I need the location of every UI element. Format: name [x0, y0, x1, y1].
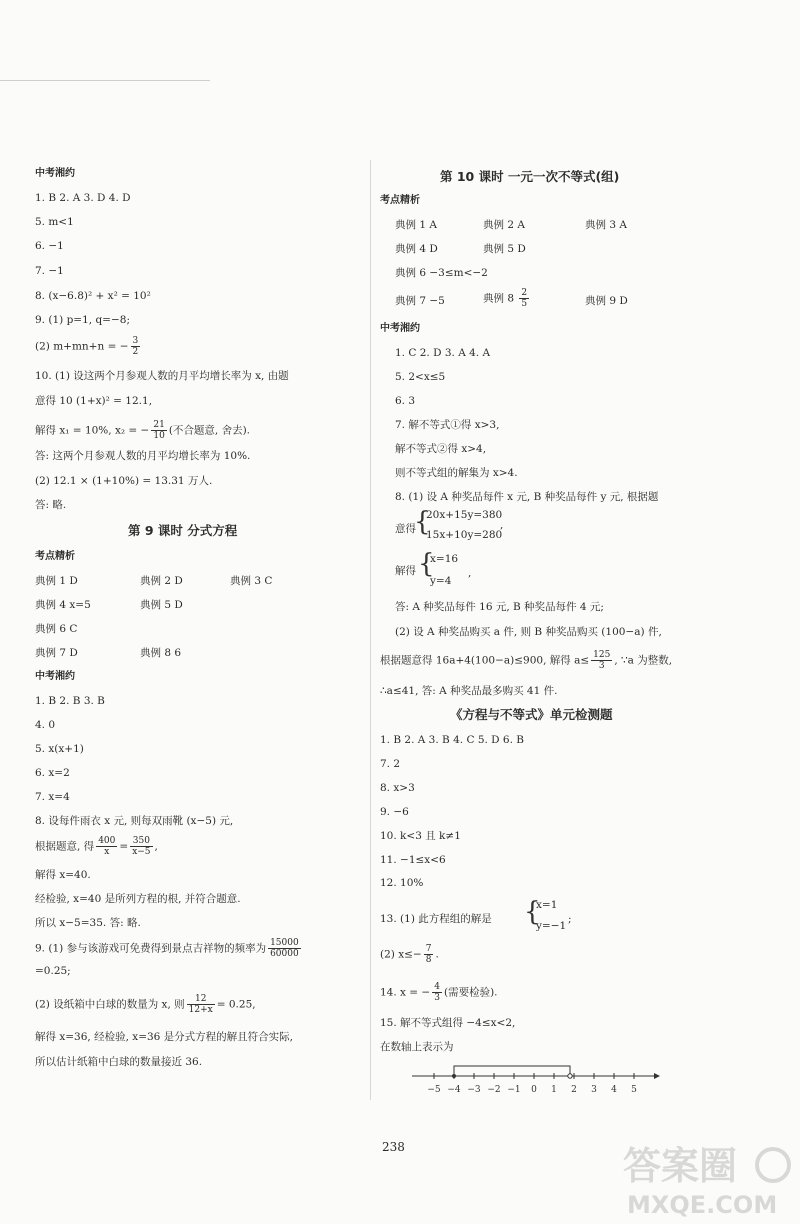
example-answer: 典例 1 A — [395, 219, 437, 231]
answer-line: (2) x≤− $\frac{7}{8}$ . — [380, 944, 439, 965]
answer-line: 7. −1 — [35, 265, 64, 277]
example-answer: 典例 7 D — [35, 647, 78, 659]
section-title-kaodian: 考点精析 — [35, 551, 75, 562]
tick-label: −4 — [447, 1085, 461, 1095]
mxqe-logo-icon — [757, 1149, 789, 1181]
example-answer: 典例 3 C — [230, 575, 273, 587]
equation: y=−1 — [536, 920, 567, 932]
tick-label: 3 — [591, 1085, 597, 1095]
fraction: $\frac{4}{3}$ — [434, 982, 440, 1003]
answer-line: 9. (1) 参与该游戏可免费得到景点吉祥物的频率为 $\frac{15000}{60000}$ — [35, 938, 299, 959]
answer-line: 13. (1) 此方程组的解是 — [380, 913, 492, 925]
answer-line: 经检验, x=40 是所列方程的根, 并符合题意. — [35, 893, 241, 905]
answer-line: 15. 解不等式组得 −4≤x<2, — [380, 1017, 516, 1029]
equation: 20x+15y=380 — [426, 509, 503, 521]
example-answer: 典例 4 D — [395, 243, 438, 255]
answer-line: 在数轴上表示为 — [380, 1041, 454, 1053]
answer-line: 所以估计纸箱中白球的数量接近 36. — [35, 1056, 203, 1068]
example-answer: 典例 9 D — [585, 295, 628, 307]
answer-line: 14. x = − $\frac{4}{3}$ (需要检验). — [380, 982, 498, 1003]
tick-label: −2 — [487, 1085, 501, 1095]
example-answer: 典例 3 A — [585, 219, 627, 231]
tick-label: 5 — [631, 1085, 637, 1095]
watermark-text: MXQE.COM — [627, 1191, 778, 1219]
answer-line: 1. B 2. B 3. B — [35, 695, 105, 707]
answer-line: 6. 3 — [395, 395, 416, 407]
top-rule — [0, 80, 210, 81]
watermark — [615, 1135, 795, 1220]
example-answer: 典例 5 D — [483, 243, 526, 255]
answer-line: 则不等式组的解集为 x>4. — [395, 467, 518, 479]
answer-line: 解得 x=40. — [35, 869, 91, 881]
example-answer: 典例 5 D — [140, 599, 183, 611]
fraction: $\frac{2}{5}$ — [521, 288, 528, 309]
fraction: $\frac{12}{12+x}$ — [188, 994, 213, 1015]
tick-label: −3 — [467, 1085, 481, 1095]
answer-line: 7. x=4 — [35, 791, 70, 803]
section-title-zhongkao: 中考湘约 — [380, 323, 420, 334]
example-answer: 典例 1 D — [35, 575, 78, 587]
system-brace: { — [418, 549, 435, 579]
example-answer: 典例 7 −5 — [395, 295, 445, 307]
system-brace: { — [414, 507, 431, 537]
answer-line: 9. −6 — [380, 806, 409, 818]
punctuation: ; — [568, 913, 572, 925]
punctuation: , — [468, 567, 472, 579]
example-answer: 典例 2 A — [483, 219, 525, 231]
answer-line: 答: 这两个月参观人数的月平均增长率为 10%. — [35, 450, 251, 462]
answer-line: 1. B 2. A 3. B 4. C 5. D 6. B — [380, 734, 525, 746]
answer-line: 7. 解不等式①得 x>3, — [395, 419, 500, 431]
fraction: $\frac{3}{2}$ — [132, 336, 139, 357]
arrow-head — [654, 1073, 660, 1079]
fraction: $\frac{7}{8}$ — [425, 944, 432, 965]
tick-label: −5 — [427, 1085, 441, 1095]
fraction: $\frac{350}{x-5}$ — [132, 836, 151, 857]
answer-line: 8. (x−6.8)² + x² = 10² — [35, 290, 151, 302]
lesson-title: 第 10 课时 一元一次不等式(组) — [440, 169, 620, 184]
answer-line: =0.25; — [35, 965, 71, 977]
answer-line: 解得 — [395, 565, 416, 577]
answer-line: 根据题意得 16a+4(100−a)≤900, 解得 a≤ $\frac{125}{3}$ , ∵a 为整数, — [380, 650, 673, 671]
answer-line: ∴a≤41, 答: A 种奖品最多购买 41 件. — [380, 685, 558, 697]
answer-line: 6. −1 — [35, 240, 64, 252]
answer-line: 8. 设每件雨衣 x 元, 则每双雨靴 (x−5) 元, — [35, 815, 234, 827]
answer-line: 5. m<1 — [35, 216, 74, 228]
punctuation: , — [500, 519, 504, 531]
example-answer: 典例 8 6 — [140, 647, 182, 659]
answer-line: 解不等式②得 x>4, — [395, 443, 487, 455]
number-line-diagram — [412, 1062, 660, 1098]
answer-line: 10. k<3 且 k≠1 — [380, 830, 461, 842]
answer-line: 6. x=2 — [35, 767, 70, 779]
watermark-mark: 答案圈 — [623, 1144, 738, 1188]
fraction: $\frac{400}{x}$ — [98, 836, 116, 857]
answer-line: 意得 10 (1+x)² = 12.1, — [35, 395, 153, 407]
section-title-zhongkao: 中考湘约 — [35, 671, 75, 682]
example-answer: 典例 6 C — [35, 623, 78, 635]
tick-label: 0 — [531, 1085, 537, 1095]
answer-line: 解得 x₁ = 10%, x₂ = − $\frac{21}{10}$ (不合题意, 舍去). — [35, 420, 251, 441]
lesson-title: 第 9 课时 分式方程 — [128, 523, 238, 538]
unit-test-title: 《方程与不等式》单元检测题 — [450, 707, 613, 722]
section-title-zhongkao: 中考湘约 — [35, 168, 75, 179]
system-brace: { — [524, 897, 541, 927]
equation: y=4 — [430, 575, 452, 587]
answer-line: 10. (1) 设这两个月参观人数的月平均增长率为 x, 由题 — [35, 370, 289, 382]
equation: 15x+10y=280 — [426, 529, 503, 541]
answer-line: 11. −1≤x<6 — [380, 854, 446, 866]
answer-line: 12. 10% — [380, 877, 424, 889]
answer-line: 4. 0 — [35, 719, 56, 731]
section-title-kaodian: 考点精析 — [380, 195, 420, 206]
column-divider — [370, 160, 371, 1100]
equation: x=16 — [430, 553, 459, 565]
answer-line: 9. (1) p=1, q=−8; — [35, 314, 130, 326]
answer-line: (2) 设 A 种奖品购买 a 件, 则 B 种奖品购买 (100−a) 件, — [395, 626, 662, 638]
tick-label: 1 — [551, 1085, 557, 1095]
page-number: 238 — [382, 1140, 405, 1154]
example-answer: 典例 6 −3≤m<−2 — [395, 267, 488, 279]
answer-line: 意得 — [395, 523, 416, 535]
tick-label: 4 — [611, 1085, 617, 1095]
example-answer: 典例 4 x=5 — [35, 599, 91, 611]
answer-line: 所以 x−5=35. 答: 略. — [35, 917, 141, 929]
answer-line: 答: 略. — [35, 499, 67, 511]
tick-label: −1 — [507, 1085, 521, 1095]
fraction: $\frac{125}{3}$ — [593, 650, 611, 671]
answer-line: (2) 12.1 × (1+10%) = 13.31 万人. — [35, 475, 213, 487]
solution-interval — [454, 1066, 570, 1076]
answer-line: 5. 2<x≤5 — [395, 371, 446, 383]
answer-line: 1. C 2. D 3. A 4. A — [395, 347, 491, 359]
answer-line: (2) m+mn+n = − $\frac{3}{2}$ — [35, 336, 139, 357]
answer-line: 8. x>3 — [380, 782, 415, 794]
fraction: $\frac{21}{10}$ — [153, 420, 165, 441]
open-endpoint — [568, 1074, 572, 1078]
answer-line: 根据题意, 得 $\frac{400}{x}$ = $\frac{350}{x-5}$ , — [35, 836, 158, 857]
fraction: $\frac{15000}{60000}$ — [270, 938, 299, 959]
example-answer: 典例 8 $\frac{2}{5}$ — [483, 288, 528, 309]
answer-line: 5. x(x+1) — [35, 743, 84, 755]
answer-line: 8. (1) 设 A 种奖品每件 x 元, B 种奖品每件 y 元, 根据题 — [395, 491, 659, 503]
tick-label: 2 — [571, 1085, 577, 1095]
answer-line: (2) 设纸箱中白球的数量为 x, 则 $\frac{12}{12+x}$ = 0.25, — [35, 994, 256, 1015]
answer-line: 1. B 2. A 3. D 4. D — [35, 192, 131, 204]
example-answer: 典例 2 D — [140, 575, 183, 587]
equation: x=1 — [536, 899, 558, 911]
answer-line: 解得 x=36, 经检验, x=36 是分式方程的解且符合实际, — [35, 1031, 294, 1043]
answer-line: 7. 2 — [380, 758, 401, 770]
answer-line: 答: A 种奖品每件 16 元, B 种奖品每件 4 元; — [395, 601, 604, 613]
